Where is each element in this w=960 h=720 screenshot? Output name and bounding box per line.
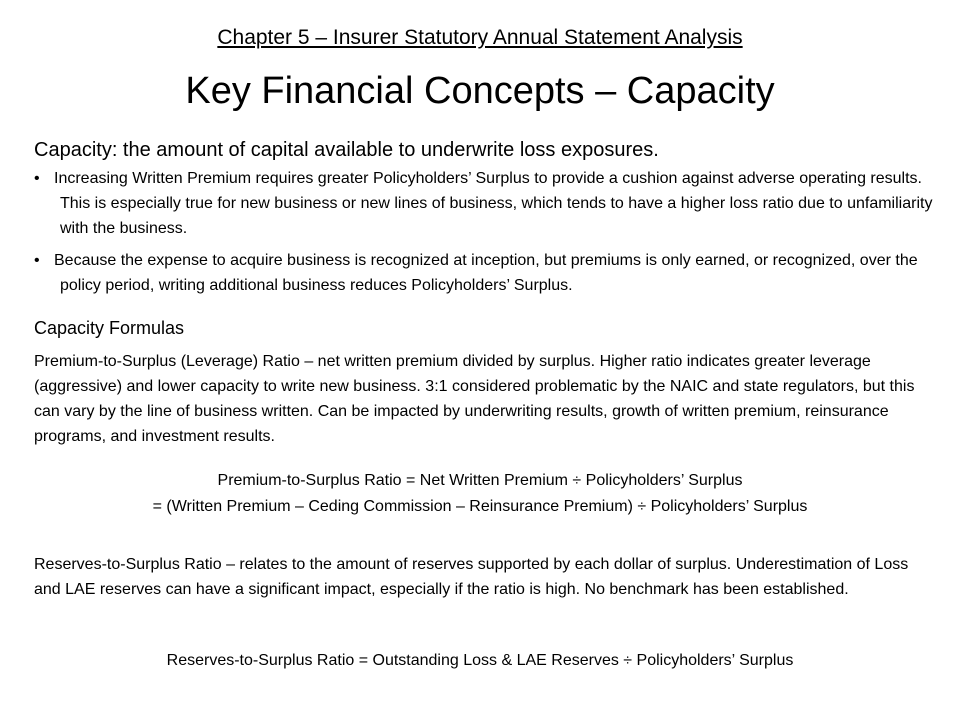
chapter-heading: Chapter 5 – Insurer Statutory Annual Statement Analysis	[217, 26, 743, 49]
bullet-icon: •	[34, 170, 40, 187]
premium-to-surplus-description: Premium-to-Surplus (Leverage) Ratio – net written premium divided by surplus. Higher ratio indicates greater leverage (aggressive) and lower capacity to write new business. 3:1 considered problematic by the NAIC and state regulators, but this can vary by the line of business written. Can be impacted by underwriting results, growth of written premium, reinsurance programs, and investment results.	[34, 353, 915, 445]
formulas-heading: Capacity Formulas	[34, 318, 185, 338]
reserves-to-surplus-description: Reserves-to-Surplus Ratio – relates to the amount of reserves supported by each dollar of surplus. Underestimation of Loss and LAE reserves can have a significant impact, especially if the ratio is high. No benchmark has been established.	[34, 556, 909, 598]
bullet-text: Increasing Written Premium requires greater Policyholders’ Surplus to provide a cushion against adverse operating results. This is especially true for new business or new lines of business, which tends to have a higher loss ratio due to unfamiliarity with the business.	[54, 170, 933, 237]
bullet-text: Because the expense to acquire business is recognized at inception, but premiums is only earned, or recognized, over the policy period, writing additional business reduces Policyholders’ Surplus.	[54, 252, 918, 294]
bullet-item	[34, 166, 940, 241]
bullet-item	[34, 248, 940, 298]
bullet-icon: •	[34, 252, 40, 269]
premium-formula-line1: Premium-to-Surplus Ratio = Net Written Premium ÷ Policyholders’ Surplus	[217, 472, 743, 489]
slide-title: Key Financial Concepts – Capacity	[185, 70, 775, 112]
premium-formula-line2: = (Written Premium – Ceding Commission – Reinsurance Premium) ÷ Policyholders’ Surplus	[152, 498, 808, 515]
reserves-formula: Reserves-to-Surplus Ratio = Outstanding Loss & LAE Reserves ÷ Policyholders’ Surplus	[166, 652, 794, 669]
capacity-definition: Capacity: the amount of capital available to underwrite loss exposures.	[34, 139, 659, 161]
